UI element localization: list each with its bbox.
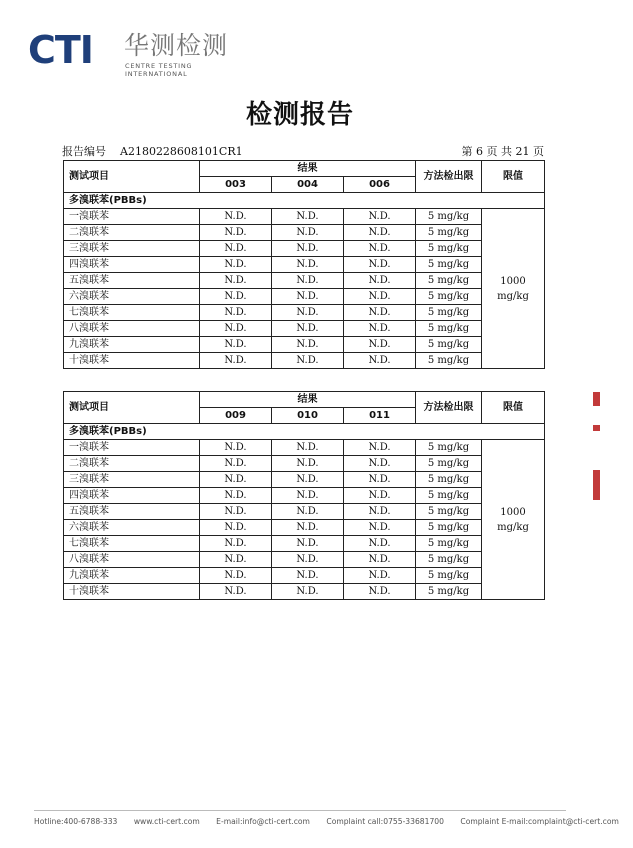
method-detection-limit: 5 mg/kg xyxy=(416,456,482,472)
result-value: N.D. xyxy=(272,552,344,568)
test-item-name: 一溴联苯 xyxy=(64,440,200,456)
table-row xyxy=(64,536,545,552)
method-detection-limit: 5 mg/kg xyxy=(416,305,482,321)
result-value: N.D. xyxy=(200,305,272,321)
results-table-1 xyxy=(63,160,545,369)
method-detection-limit: 5 mg/kg xyxy=(416,225,482,241)
method-detection-limit: 5 mg/kg xyxy=(416,257,482,273)
method-detection-limit: 5 mg/kg xyxy=(416,552,482,568)
result-value: N.D. xyxy=(200,440,272,456)
result-value: N.D. xyxy=(272,472,344,488)
result-value: N.D. xyxy=(344,536,416,552)
method-detection-limit: 5 mg/kg xyxy=(416,488,482,504)
result-value: N.D. xyxy=(272,353,344,369)
result-value: N.D. xyxy=(200,456,272,472)
footer-divider xyxy=(34,810,566,811)
company-logo xyxy=(28,28,229,78)
table-row xyxy=(64,321,545,337)
result-value: N.D. xyxy=(200,225,272,241)
method-detection-limit: 5 mg/kg xyxy=(416,241,482,257)
report-number-label: 报告编号 xyxy=(62,145,106,158)
result-value: N.D. xyxy=(272,289,344,305)
test-item-name: 十溴联苯 xyxy=(64,584,200,600)
table-row xyxy=(64,337,545,353)
result-value: N.D. xyxy=(344,209,416,225)
result-value: N.D. xyxy=(200,289,272,305)
table-row xyxy=(64,257,545,273)
test-item-name: 七溴联苯 xyxy=(64,305,200,321)
report-number-line xyxy=(62,143,243,159)
table-row xyxy=(64,305,545,321)
result-value: N.D. xyxy=(200,353,272,369)
test-item-name: 一溴联苯 xyxy=(64,209,200,225)
test-item-name: 九溴联苯 xyxy=(64,337,200,353)
table-row xyxy=(64,472,545,488)
result-value: N.D. xyxy=(200,504,272,520)
header-sample-id: 004 xyxy=(272,177,344,193)
test-item-name: 十溴联苯 xyxy=(64,353,200,369)
header-sample-id: 003 xyxy=(200,177,272,193)
method-detection-limit: 5 mg/kg xyxy=(416,353,482,369)
header-limit: 限值 xyxy=(482,161,545,193)
result-value: N.D. xyxy=(344,568,416,584)
method-detection-limit: 5 mg/kg xyxy=(416,472,482,488)
result-value: N.D. xyxy=(272,257,344,273)
header-results: 结果 xyxy=(200,161,416,177)
result-value: N.D. xyxy=(200,209,272,225)
method-detection-limit: 5 mg/kg xyxy=(416,520,482,536)
test-item-name: 三溴联苯 xyxy=(64,241,200,257)
page-indicator: 第 6 页 共 21 页 xyxy=(461,145,544,158)
test-item-name: 八溴联苯 xyxy=(64,552,200,568)
result-value: N.D. xyxy=(344,440,416,456)
report-number: A2180228608101CR1 xyxy=(120,145,243,158)
logo-brand: CTI xyxy=(28,28,93,72)
result-value: N.D. xyxy=(272,504,344,520)
result-value: N.D. xyxy=(344,552,416,568)
test-item-name: 二溴联苯 xyxy=(64,225,200,241)
method-detection-limit: 5 mg/kg xyxy=(416,568,482,584)
header-method-detection-limit: 方法检出限 xyxy=(416,392,482,424)
result-value: N.D. xyxy=(200,273,272,289)
result-value: N.D. xyxy=(344,321,416,337)
method-detection-limit: 5 mg/kg xyxy=(416,536,482,552)
table-row xyxy=(64,241,545,257)
table-row xyxy=(64,353,545,369)
result-value: N.D. xyxy=(272,568,344,584)
result-value: N.D. xyxy=(272,337,344,353)
result-value: N.D. xyxy=(344,337,416,353)
result-value: N.D. xyxy=(344,225,416,241)
footer xyxy=(34,817,619,826)
test-item-name: 六溴联苯 xyxy=(64,520,200,536)
header-sample-id: 011 xyxy=(344,408,416,424)
result-value: N.D. xyxy=(272,584,344,600)
table-row xyxy=(64,488,545,504)
header-test-item: 测试项目 xyxy=(64,392,200,424)
table-row xyxy=(64,273,545,289)
footer-complaint-email[interactable]: Complaint E-mail:complaint@cti-cert.com xyxy=(460,817,619,826)
table-row xyxy=(64,584,545,600)
seal-stamp-edge xyxy=(593,425,600,431)
header-results: 结果 xyxy=(200,392,416,408)
table-row xyxy=(64,456,545,472)
group-heading: 多溴联苯(PBBs) xyxy=(64,193,545,209)
result-value: N.D. xyxy=(272,321,344,337)
test-item-name: 二溴联苯 xyxy=(64,456,200,472)
group-heading: 多溴联苯(PBBs) xyxy=(64,424,545,440)
seal-stamp-edge xyxy=(593,470,600,500)
result-value: N.D. xyxy=(200,552,272,568)
result-value: N.D. xyxy=(344,257,416,273)
table-row xyxy=(64,504,545,520)
result-value: N.D. xyxy=(272,440,344,456)
header-method-detection-limit: 方法检出限 xyxy=(416,161,482,193)
result-value: N.D. xyxy=(272,305,344,321)
method-detection-limit: 5 mg/kg xyxy=(416,321,482,337)
results-table-2 xyxy=(63,391,545,600)
result-value: N.D. xyxy=(200,321,272,337)
result-value: N.D. xyxy=(200,337,272,353)
result-value: N.D. xyxy=(344,520,416,536)
table-row xyxy=(64,520,545,536)
test-item-name: 四溴联苯 xyxy=(64,488,200,504)
table-row xyxy=(64,289,545,305)
result-value: N.D. xyxy=(200,568,272,584)
result-value: N.D. xyxy=(200,488,272,504)
header-sample-id: 009 xyxy=(200,408,272,424)
result-value: N.D. xyxy=(344,584,416,600)
result-value: N.D. xyxy=(272,456,344,472)
limit-value: 1000 mg/kg xyxy=(482,440,545,600)
method-detection-limit: 5 mg/kg xyxy=(416,504,482,520)
table-row xyxy=(64,552,545,568)
method-detection-limit: 5 mg/kg xyxy=(416,289,482,305)
result-value: N.D. xyxy=(344,456,416,472)
result-value: N.D. xyxy=(200,257,272,273)
header-sample-id: 010 xyxy=(272,408,344,424)
method-detection-limit: 5 mg/kg xyxy=(416,440,482,456)
test-item-name: 六溴联苯 xyxy=(64,289,200,305)
footer-complaint-call: Complaint call:0755-33681700 xyxy=(326,817,444,826)
result-value: N.D. xyxy=(200,520,272,536)
result-value: N.D. xyxy=(344,353,416,369)
test-item-name: 八溴联苯 xyxy=(64,321,200,337)
report-title: 检测报告 xyxy=(245,100,354,130)
header-test-item: 测试项目 xyxy=(64,161,200,193)
result-value: N.D. xyxy=(344,504,416,520)
result-value: N.D. xyxy=(272,520,344,536)
result-value: N.D. xyxy=(344,488,416,504)
method-detection-limit: 5 mg/kg xyxy=(416,209,482,225)
result-value: N.D. xyxy=(200,241,272,257)
test-item-name: 五溴联苯 xyxy=(64,273,200,289)
limit-value: 1000 mg/kg xyxy=(482,209,545,369)
test-item-name: 九溴联苯 xyxy=(64,568,200,584)
footer-hotline: Hotline:400-6788-333 xyxy=(34,817,118,826)
result-value: N.D. xyxy=(344,305,416,321)
table-row xyxy=(64,568,545,584)
result-value: N.D. xyxy=(344,241,416,257)
seal-stamp-edge xyxy=(593,392,600,406)
table-row xyxy=(64,440,545,456)
method-detection-limit: 5 mg/kg xyxy=(416,273,482,289)
result-value: N.D. xyxy=(200,472,272,488)
footer-website[interactable]: www.cti-cert.com xyxy=(133,817,200,826)
table-row xyxy=(64,225,545,241)
result-value: N.D. xyxy=(200,584,272,600)
result-value: N.D. xyxy=(344,273,416,289)
result-value: N.D. xyxy=(272,225,344,241)
result-value: N.D. xyxy=(200,536,272,552)
logo-chinese-name: 华测检测 xyxy=(124,31,229,60)
test-item-name: 五溴联苯 xyxy=(64,504,200,520)
footer-email[interactable]: E-mail:info@cti-cert.com xyxy=(216,817,310,826)
method-detection-limit: 5 mg/kg xyxy=(416,584,482,600)
test-item-name: 四溴联苯 xyxy=(64,257,200,273)
header-sample-id: 006 xyxy=(344,177,416,193)
test-item-name: 七溴联苯 xyxy=(64,536,200,552)
logo-english-name: CENTRE TESTING INTERNATIONAL xyxy=(125,62,193,78)
header-limit: 限值 xyxy=(482,392,545,424)
table-row xyxy=(64,209,545,225)
test-item-name: 三溴联苯 xyxy=(64,472,200,488)
method-detection-limit: 5 mg/kg xyxy=(416,337,482,353)
result-value: N.D. xyxy=(272,488,344,504)
result-value: N.D. xyxy=(272,241,344,257)
result-value: N.D. xyxy=(272,536,344,552)
result-value: N.D. xyxy=(344,472,416,488)
result-value: N.D. xyxy=(272,273,344,289)
result-value: N.D. xyxy=(272,209,344,225)
result-value: N.D. xyxy=(344,289,416,305)
